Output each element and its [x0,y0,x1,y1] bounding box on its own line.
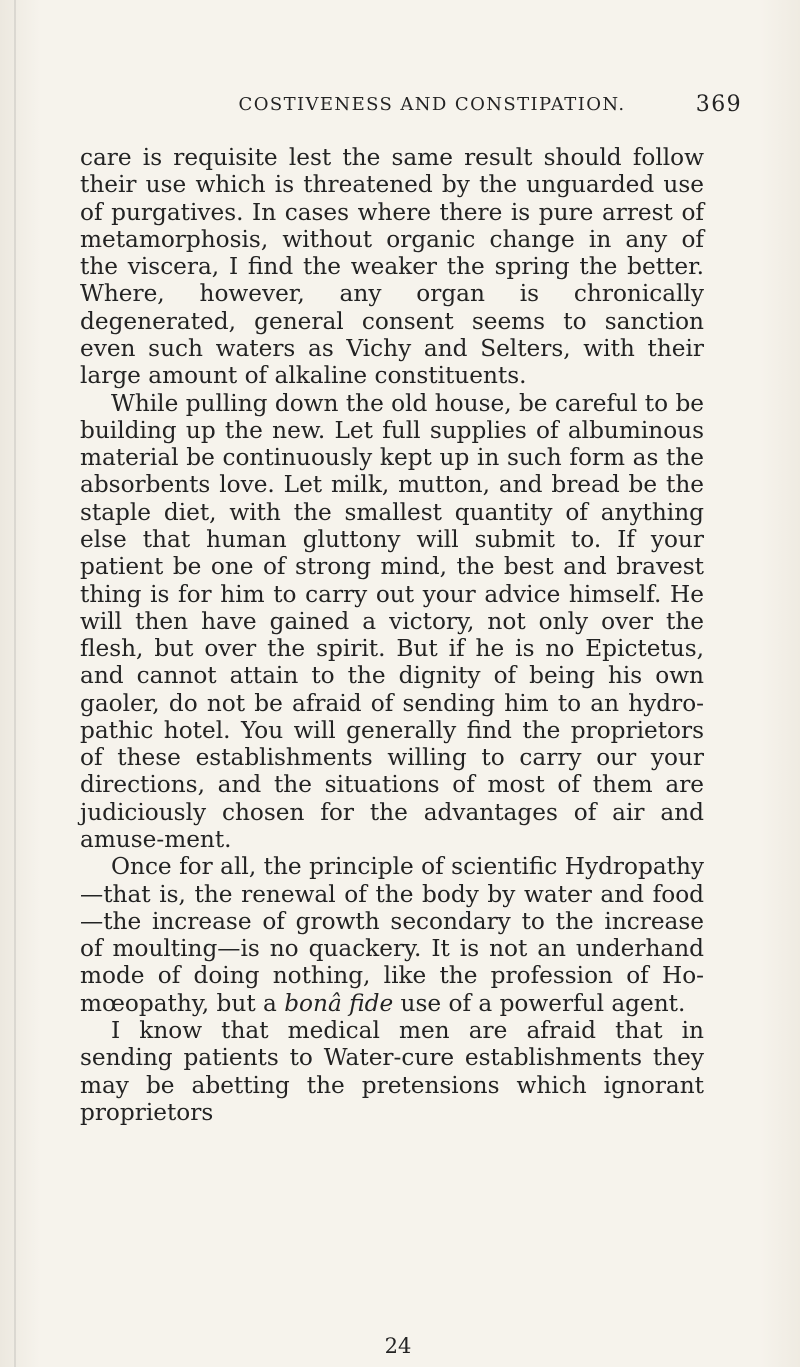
hydropathy-text-before: Once for all, the principle of scientific Hydropathy —that is, the renewal of the body by water and food —the increase of growth secondary to the increase of moulting—is no quackery. It is not an underhand mode of doing nothing, like the profession of Ho-mœopathy, but a [80,853,704,1017]
page-header [78,84,742,124]
signature-mark: 24 [384,1334,412,1358]
paragraph-hydropathy [80,853,704,1017]
page-gutter-shadow [14,0,16,1367]
page-number: 369 [695,91,742,117]
paragraph-continuation: care is requisite lest the same result should follow their use which is threatened by the unguarded use of purgatives. In cases where there is pure arrest of metamorphosis, without organic change in any of the viscera, I find the weaker the spring the better. Where, however, any organ is chronically degenerated, general consent seems to sanction even such waters as Vichy and Selters, with their large amount of alkaline constituents. [80,144,704,390]
running-head: COSTIVENESS AND CONSTIPATION. [238,93,626,115]
bona-fide-italic: bonâ fide [284,989,394,1017]
paragraph-water-cure: I know that medical men are afraid that in sending patients to Water-cure establishments they may be abetting the pretensions which ignorant proprietors [80,1017,704,1126]
paragraph-building-up: While pulling down the old house, be careful to be building up the new. Let full supplies of albuminous material be continuously kept up in such form as the absorbents love. Let milk, mutton, and bread be the staple diet, with the smallest quantity of anything else that human gluttony will submit to. If your patient be one of strong mind, the best and bravest thing is for him to carry out your advice himself. He will then have gained a victory, not only over the flesh, but over the spirit. But if he is no Epictetus, and cannot attain to the dignity of being his own gaoler, do not be afraid of sending him to an hydro-pathic hotel. You will generally find the proprietors of these establishments willing to carry our your directions, and the situations of most of them are judiciously chosen for the advantages of air and amuse-ment. [80,389,705,854]
hydropathy-text-after: use of a powerful agent. [393,989,686,1017]
body-text [80,144,704,1126]
